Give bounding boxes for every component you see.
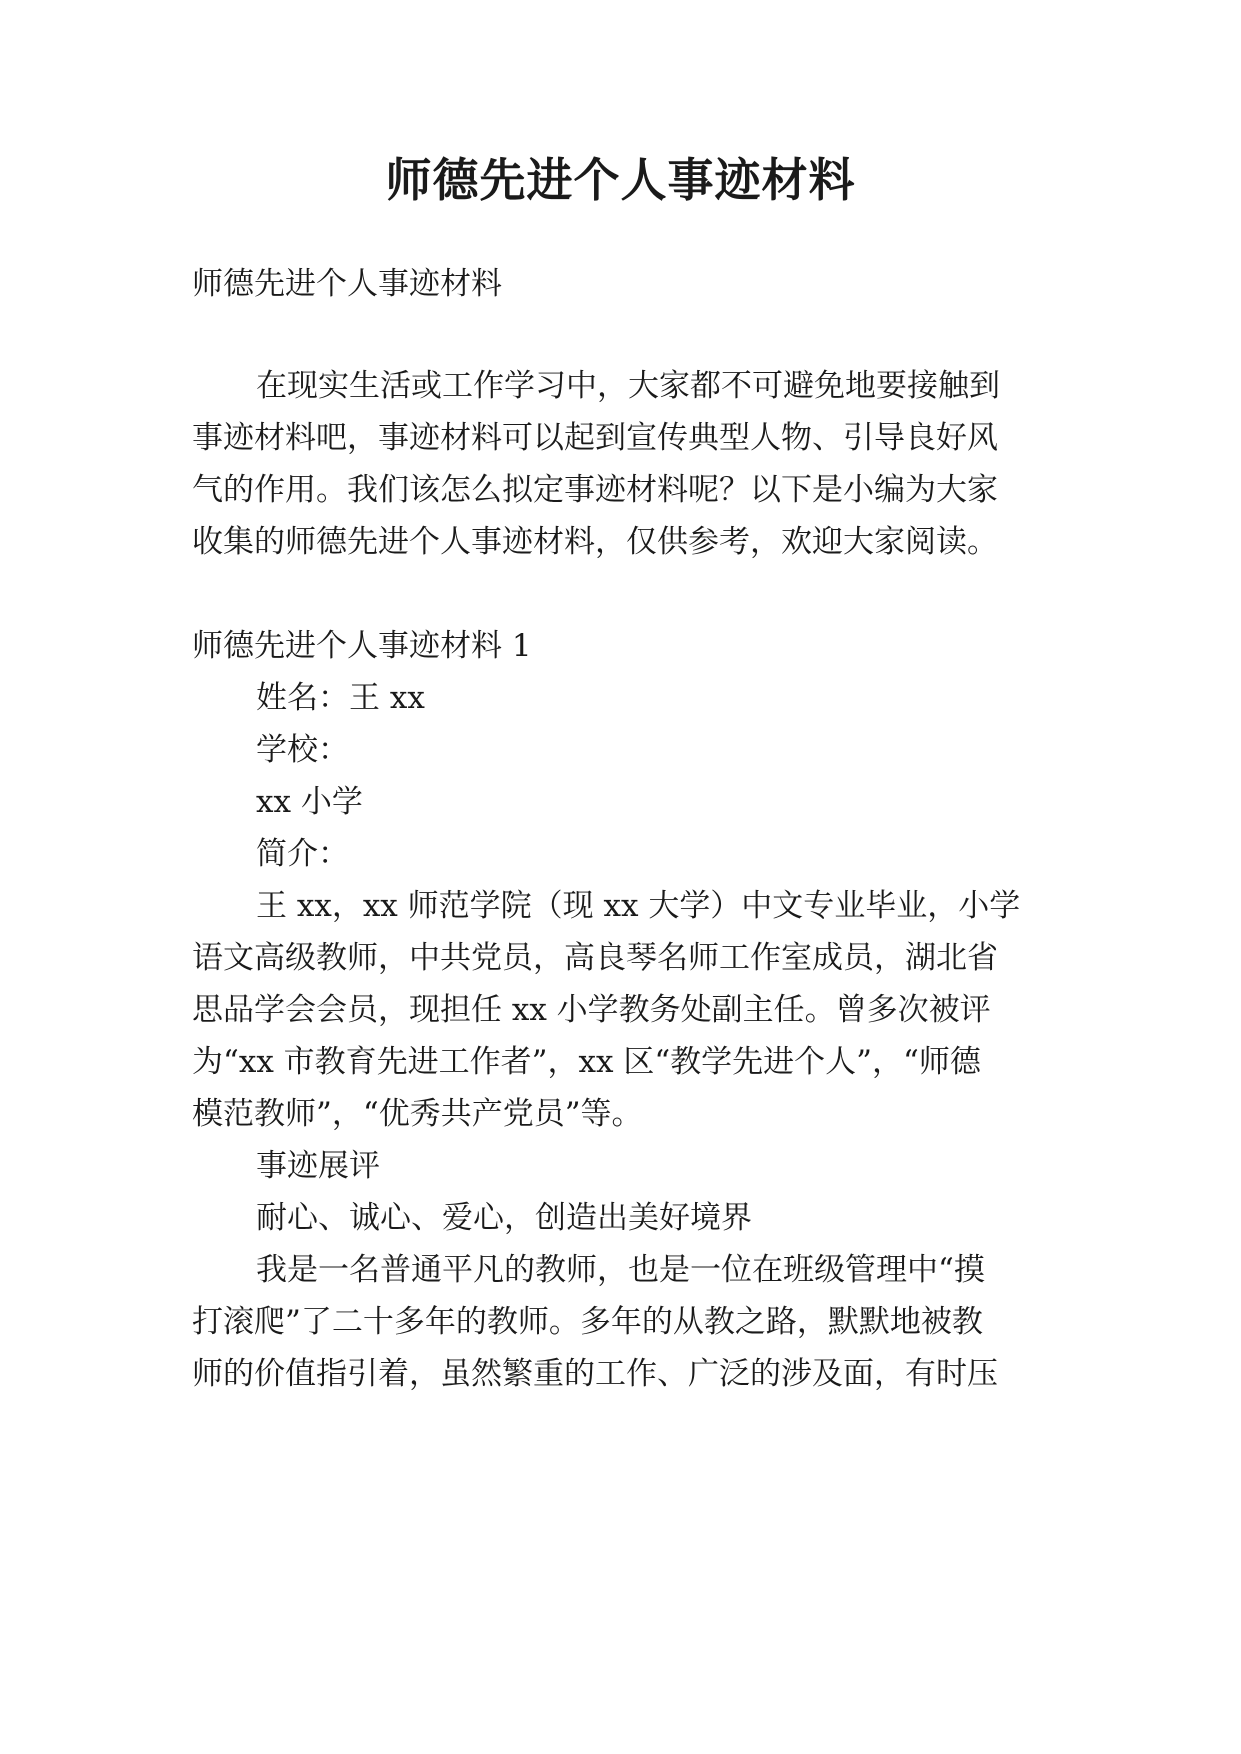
intro-label: 简介： <box>256 836 349 872</box>
name-line: 姓名：王 xx <box>256 680 425 716</box>
school-label: 学校： <box>256 732 349 768</box>
bio-line: 为“xx 市教育先进工作者”，xx 区“教学先进个人”，“师德 <box>192 1044 981 1080</box>
bio-line: 语文高级教师，中共党员，高良琴名师工作室成员，湖北省 <box>192 940 998 976</box>
deeds-subtitle: 耐心、诚心、爱心，创造出美好境界 <box>256 1200 752 1236</box>
deeds-label: 事迹展评 <box>256 1148 380 1184</box>
bio-line: 思品学会会员，现担任 xx 小学教务处副主任。曾多次被评 <box>192 992 991 1028</box>
body-line: 打滚爬”了二十多年的教师。多年的从教之路，默默地被教 <box>192 1304 983 1340</box>
intro-line: 在现实生活或工作学习中，大家都不可避免地要接触到 <box>256 368 1000 404</box>
section-heading: 师德先进个人事迹材料 1 <box>192 628 532 664</box>
intro-line: 收集的师德先进个人事迹材料，仅供参考，欢迎大家阅读。 <box>192 524 998 560</box>
document-title: 师德先进个人事迹材料 <box>385 153 856 207</box>
body-line: 师的价值指引着，虽然繁重的工作、广泛的涉及面，有时压 <box>192 1356 998 1392</box>
intro-line: 气的作用。我们该怎么拟定事迹材料呢？以下是小编为大家 <box>192 472 998 508</box>
bio-line: 王 xx，xx 师范学院（现 xx 大学）中文专业毕业，小学 <box>256 888 1021 924</box>
document-subtitle: 师德先进个人事迹材料 <box>192 266 502 302</box>
bio-line: 模范教师”，“优秀共产党员”等。 <box>192 1096 643 1132</box>
intro-line: 事迹材料吧，事迹材料可以起到宣传典型人物、引导良好风 <box>192 420 998 456</box>
school-value: xx 小学 <box>256 784 363 820</box>
body-line: 我是一名普通平凡的教师，也是一位在班级管理中“摸 <box>256 1252 985 1288</box>
